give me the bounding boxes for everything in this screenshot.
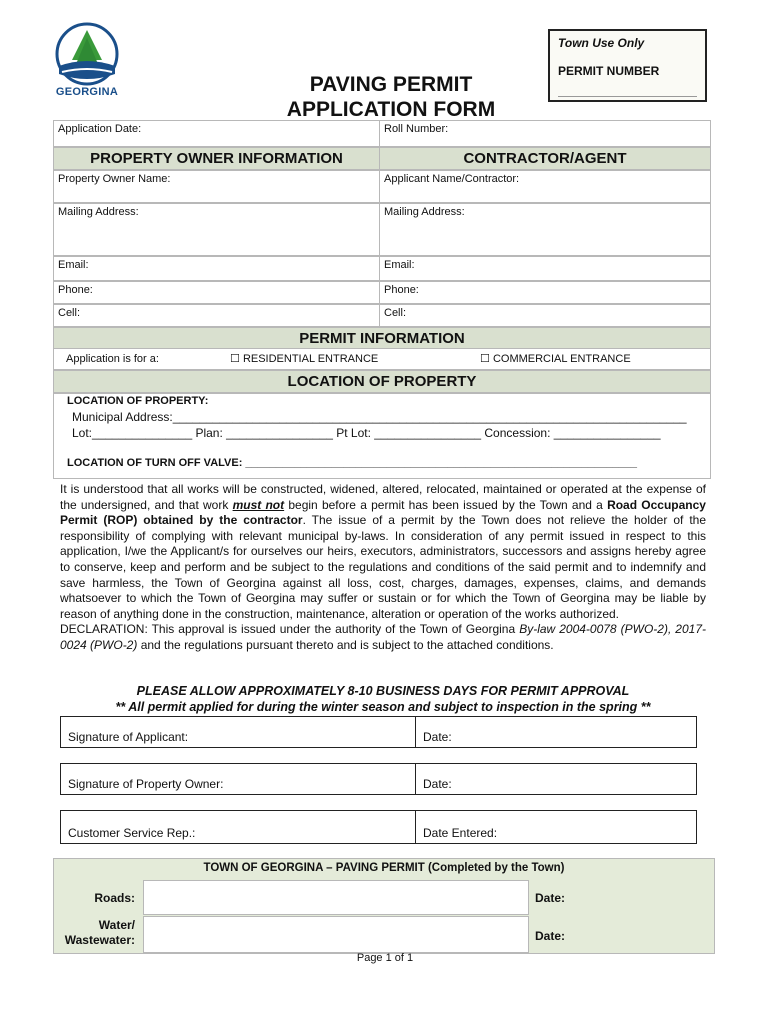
applicant-date-label: Date:: [423, 730, 452, 744]
owner-signature-field[interactable]: [60, 763, 416, 795]
contractor-email-field[interactable]: [379, 256, 711, 281]
municipal-address-line[interactable]: Municipal Address:_____________________________________________________________________________: [72, 410, 687, 424]
csr-field[interactable]: [60, 810, 416, 844]
owner-cell-label: Cell:: [58, 307, 81, 319]
applicant-signature-field[interactable]: [60, 716, 416, 748]
owner-mailing-field[interactable]: [53, 203, 380, 256]
water-label-line-2: Wastewater:: [64, 933, 135, 947]
owner-date-label: Date:: [423, 777, 452, 791]
roads-label: Roads:: [94, 891, 135, 905]
permit-information-heading: PERMIT INFORMATION: [53, 327, 711, 349]
location-area: [53, 393, 711, 479]
title-line-1: PAVING PERMIT: [309, 73, 473, 96]
owner-date-field[interactable]: [415, 763, 697, 795]
terms-text-3: . The issue of a permit by the Town does not relieve the holder of the responsibility of complying with relevant municipal by-laws. In consideration of any permit issued in respect to this application, I/we the Applicant/s for ourselves our heirs, executors, administrators, successors and assigns hereby agree to conserve, keep and perform and be subject to the regulations and conditions of the said permit and to indemnify and save harmless, the Town of Georgina against all loss, cost, charges, damages, expenses, claims, and demands whatsoever to which the Town of Georgina may suffer or sustain or for which the Town of Georgina may be liable by reason of anything done in the construction, maintenance, alteration or operation of the works authorized.: [60, 513, 706, 621]
location-heading: LOCATION OF PROPERTY: [53, 370, 711, 393]
owner-email-field[interactable]: [53, 256, 380, 281]
declaration-text-2: and the regulations pursuant thereto and is subject to the attached conditions.: [137, 637, 554, 652]
contractor-phone-label: Phone:: [384, 284, 419, 296]
terms-text-2: begin before a permit has been issued by the Town and a: [284, 497, 608, 512]
water-date-label: Date:: [535, 929, 566, 943]
declaration-bylaw: By-law 2004-0078 (PWO-2), 2017-0024 (PWO-2): [60, 622, 706, 652]
logo-text: GEORGINA: [55, 86, 119, 98]
town-use-only-box: [548, 29, 707, 102]
lot-plan-line[interactable]: Lot:_______________ Plan: ________________ Pt Lot: ________________ Concession: ________________: [72, 426, 661, 440]
owner-name-field[interactable]: [53, 170, 380, 203]
terms-text-1: It is understood that all works will be constructed, widened, altered, relocated, maintained or operated at the expense of the undersigned, and that work: [60, 482, 706, 512]
owner-name-label: Property Owner Name:: [58, 173, 171, 185]
roads-date-label: Date:: [535, 891, 566, 905]
residential-label: RESIDENTIAL ENTRANCE: [242, 353, 379, 365]
permit-number-label: PERMIT NUMBER: [558, 64, 660, 78]
owner-phone-field[interactable]: [53, 281, 380, 304]
page-number: Page 1 of 1: [356, 952, 414, 964]
roll-number-label: Roll Number:: [384, 123, 449, 135]
csr-label: Customer Service Rep.:: [68, 826, 196, 840]
location-subheading: LOCATION OF PROPERTY:: [67, 395, 209, 407]
owner-phone-label: Phone:: [58, 284, 93, 296]
contractor-email-label: Email:: [384, 259, 415, 271]
water-field[interactable]: [143, 916, 529, 953]
owner-signature-label: Signature of Property Owner:: [68, 777, 224, 791]
turn-off-valve-line[interactable]: LOCATION OF TURN OFF VALVE: ________________________________________________________________: [67, 457, 637, 469]
page-title: [240, 72, 542, 122]
roads-field[interactable]: [143, 880, 529, 915]
commercial-label: COMMERCIAL ENTRANCE: [492, 353, 631, 365]
applicant-date-field[interactable]: [415, 716, 697, 748]
permit-number-field[interactable]: [558, 96, 697, 97]
contractor-mailing-field[interactable]: [379, 203, 711, 256]
date-entered-label: Date Entered:: [423, 826, 498, 840]
property-owner-heading: PROPERTY OWNER INFORMATION: [53, 147, 380, 170]
residential-option[interactable]: [230, 351, 378, 367]
terms-paragraph: [60, 482, 706, 654]
processing-notice: PLEASE ALLOW APPROXIMATELY 8-10 BUSINESS DAYS FOR PERMIT APPROVAL: [136, 684, 630, 698]
application-date-label: Application Date:: [58, 123, 142, 135]
title-line-2: APPLICATION FORM: [286, 98, 496, 121]
town-section-heading: TOWN OF GEORGINA – PAVING PERMIT (Completed by the Town): [203, 862, 565, 874]
owner-cell-field[interactable]: [53, 304, 380, 327]
permit-type-row: [53, 348, 711, 370]
water-label: [53, 918, 143, 948]
contractor-name-label: Applicant Name/Contractor:: [384, 173, 520, 185]
roll-number-field[interactable]: [379, 120, 711, 147]
water-label-line-1: Water/: [98, 918, 135, 932]
checkbox-icon[interactable]: ☐: [230, 353, 240, 365]
checkbox-icon[interactable]: ☐: [480, 353, 490, 365]
contractor-cell-field[interactable]: [379, 304, 711, 327]
contractor-name-field[interactable]: [379, 170, 711, 203]
applicant-signature-label: Signature of Applicant:: [68, 730, 189, 744]
owner-email-label: Email:: [58, 259, 89, 271]
terms-must-not: must not: [232, 497, 285, 512]
declaration-text-1: DECLARATION: This approval is issued under the authority of the Town of Georgina: [60, 622, 520, 637]
contractor-cell-label: Cell:: [384, 307, 407, 319]
contractor-phone-field[interactable]: [379, 281, 711, 304]
terms-rop: Road Occupancy Permit (ROP) obtained by the contractor: [60, 497, 706, 528]
owner-mailing-label: Mailing Address:: [58, 206, 139, 218]
town-use-only-label: Town Use Only: [558, 36, 645, 50]
contractor-mailing-label: Mailing Address:: [384, 206, 465, 218]
application-for-label: Application is for a:: [66, 353, 159, 365]
commercial-option[interactable]: [480, 351, 631, 367]
winter-notice: ** All permit applied for during the winter season and subject to inspection in the spring **: [115, 700, 651, 714]
application-date-field[interactable]: [53, 120, 380, 147]
date-entered-field[interactable]: [415, 810, 697, 844]
contractor-heading: CONTRACTOR/AGENT: [379, 147, 711, 170]
